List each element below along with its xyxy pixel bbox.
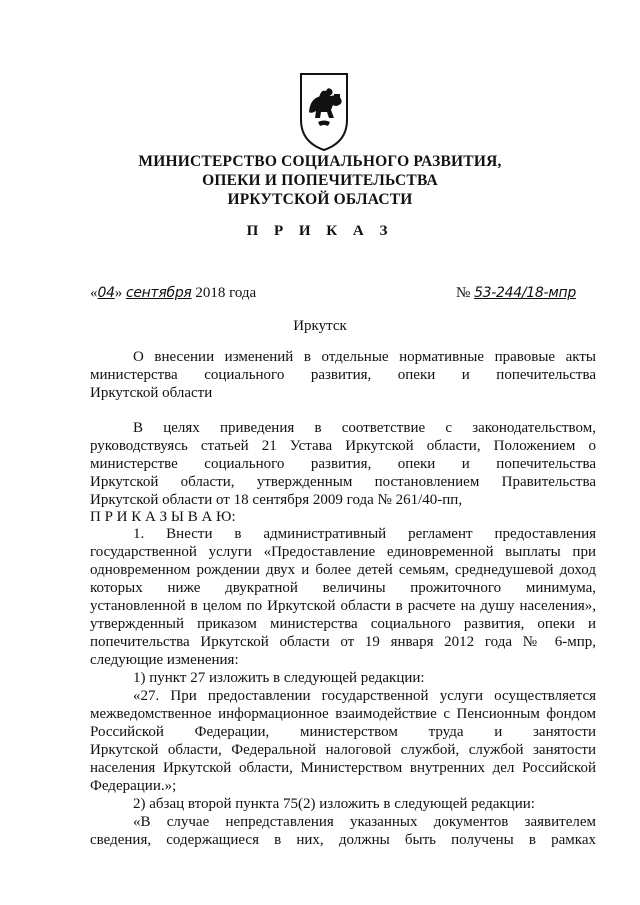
text-line: которых ниже двукратной величины прожиточного минимума, <box>90 580 596 596</box>
text-line: населения Иркутской области, Министерством внутренних дел Российской <box>90 760 596 776</box>
coat-of-arms-icon <box>298 72 350 152</box>
date-day: 04 <box>97 285 115 301</box>
text-line: Иркутской области, утвержденным постановлением Правительства <box>90 474 596 490</box>
text-line: министерстве социального развития, опеки и попечительства <box>90 456 596 472</box>
text-line: «27. При предоставлении государственной услуги осуществляется <box>133 688 596 704</box>
text-line: Иркутской области от 18 сентября 2009 года № 261/40-пп, <box>90 492 463 508</box>
document-date <box>90 285 256 302</box>
text-line: 1. Внести в административный регламент предоставления <box>133 526 596 542</box>
text-line: сведения, содержащиеся в них, должны быть получены в рамках <box>90 832 596 848</box>
text-line: установленной в целом по Иркутской области в расчете на душу населения», <box>90 598 596 614</box>
document-type-title: П Р И К А З <box>246 223 394 239</box>
org-name-line-1: МИНИСТЕРСТВО СОЦИАЛЬНОГО РАЗВИТИЯ, <box>138 153 502 170</box>
text-line: одновременном рождении двух и более детей семьям, среднедушевой доход <box>90 562 596 578</box>
document-number <box>456 285 576 302</box>
date-year: 2018 года <box>195 285 257 301</box>
date-open-quote: « <box>90 285 98 301</box>
text-line: 1) пункт 27 изложить в следующей редакции: <box>133 670 425 686</box>
text-line: Федерации.»; <box>90 778 177 794</box>
text-line: руководствуясь статьей 21 Устава Иркутской области, Положением о <box>90 438 596 454</box>
date-month: сентября <box>125 285 192 301</box>
text-line: Иркутской области, Федеральной налоговой службой, службой занятости <box>90 742 596 758</box>
title-line-2: министерства социального развития, опеки и попечительства <box>90 367 596 383</box>
city: Иркутск <box>293 318 347 334</box>
org-name-line-3: ИРКУТСКОЙ ОБЛАСТИ <box>227 191 413 208</box>
text-line: В целях приведения в соответствие с законодательством, <box>133 420 596 436</box>
text-line: государственной услуги «Предоставление единовременной выплаты при <box>90 544 596 560</box>
text-line: 2) абзац второй пункта 75(2) изложить в следующей редакции: <box>133 796 535 812</box>
text-line: «В случае непредставления указанных документов заявителем <box>133 814 596 830</box>
text-line: попечительства Иркутской области от 19 января 2012 года № 6-мпр, <box>90 634 596 650</box>
number-prefix: № <box>456 285 471 301</box>
date-close-quote: » <box>114 285 123 301</box>
number-value: 53-244/18-мпр <box>474 285 576 301</box>
text-line: следующие изменения: <box>90 652 239 668</box>
text-line: Российской Федерации, министерством труда и занятости <box>90 724 596 740</box>
title-line-1: О внесении изменений в отдельные нормативные правовые акты <box>133 349 596 365</box>
title-line-3: Иркутской области <box>90 385 213 401</box>
text-line: межведомственное информационное взаимодействие с Пенсионным фондом <box>90 706 596 722</box>
org-name-line-2: ОПЕКИ И ПОПЕЧИТЕЛЬСТВА <box>202 172 438 189</box>
order-keyword: П Р И К А З Ы В А Ю: <box>90 509 236 525</box>
text-line: утвержденный приказом министерства социального развития, опеки и <box>90 616 596 632</box>
